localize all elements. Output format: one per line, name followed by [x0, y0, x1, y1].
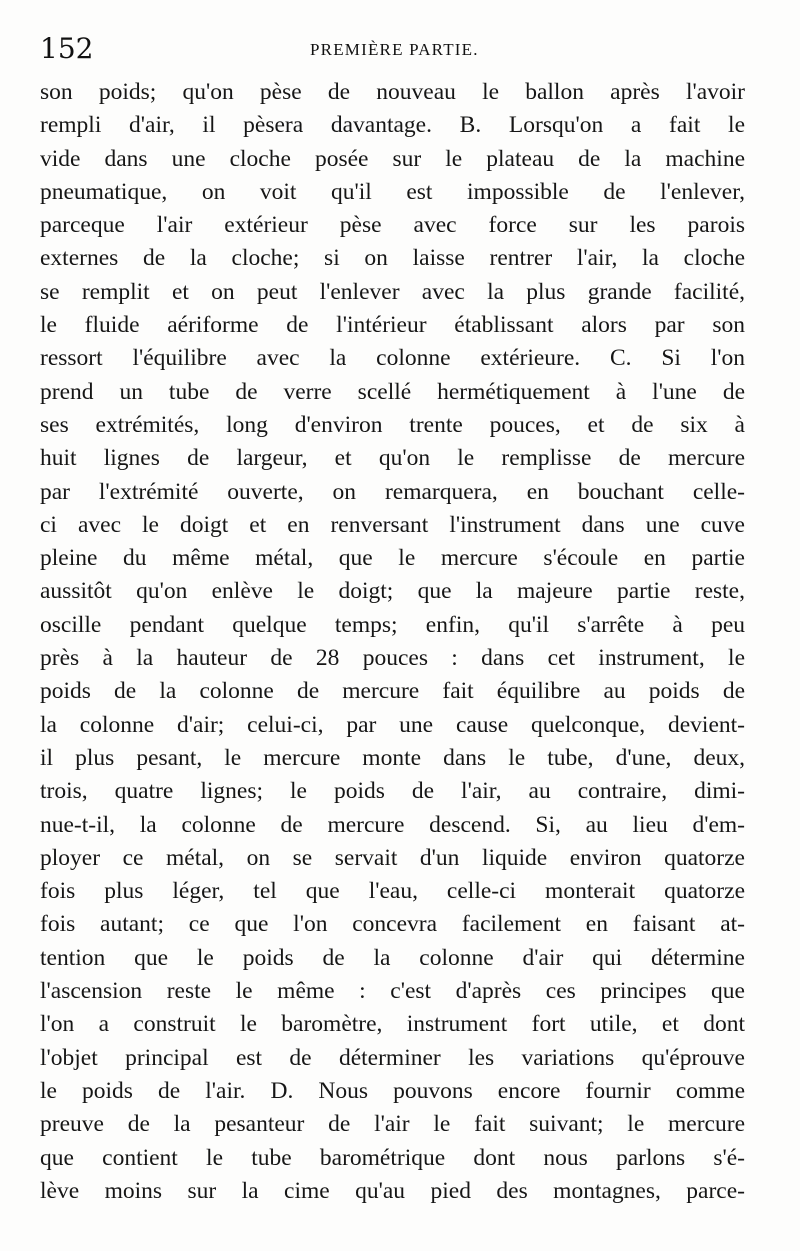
text-line: tention que le poids de la colonne d'air qui détermine: [40, 944, 745, 971]
text-line: ci avec le doigt et en renversant l'instrument dans une cuve: [40, 511, 745, 538]
text-line: la colonne d'air; celui-ci, par une cause quelconque, devient-: [40, 711, 745, 738]
text-line: aussitôt qu'on enlève le doigt; que la majeure partie reste,: [40, 578, 745, 605]
text-line: poids de la colonne de mercure fait équilibre au poids de: [40, 678, 745, 705]
text-line: fois autant; ce que l'on concevra facilement en faisant at-: [40, 911, 745, 938]
text-line: ployer ce métal, on se servait d'un liquide environ quatorze: [40, 844, 745, 871]
page-header: [40, 30, 745, 70]
body-text: [40, 76, 745, 1208]
text-line: pleine du même métal, que le mercure s'écoule en partie: [40, 545, 745, 572]
text-line: il plus pesant, le mercure monte dans le tube, d'une, deux,: [40, 744, 745, 771]
running-head: PREMIÈRE PARTIE.: [310, 40, 479, 59]
text-line: l'objet principal est de déterminer les variations qu'éprouve: [40, 1044, 745, 1071]
text-line: trois, quatre lignes; le poids de l'air, au contraire, dimi-: [40, 778, 745, 805]
text-line: prend un tube de verre scellé hermétiquement à l'une de: [40, 378, 745, 405]
text-line: ressort l'équilibre avec la colonne extérieure. C. Si l'on: [40, 345, 745, 372]
text-line: rempli d'air, il pèsera davantage. B. Lorsqu'on a fait le: [40, 112, 745, 139]
text-line: près à la hauteur de 28 pouces : dans cet instrument, le: [40, 645, 745, 672]
text-line: par l'extrémité ouverte, on remarquera, en bouchant celle-: [40, 478, 745, 505]
text-line: le poids de l'air. D. Nous pouvons encore fournir comme: [40, 1077, 745, 1104]
text-line: le fluide aériforme de l'intérieur établissant alors par son: [40, 312, 745, 339]
text-line: que contient le tube barométrique dont nous parlons s'é-: [40, 1144, 745, 1171]
text-line: lève moins sur la cime qu'au pied des montagnes, parce-: [40, 1177, 745, 1204]
page-number: 152: [40, 32, 94, 65]
text-line: vide dans une cloche posée sur le plateau de la machine: [40, 145, 745, 172]
text-line: ses extrémités, long d'environ trente pouces, et de six à: [40, 411, 745, 438]
text-line: externes de la cloche; si on laisse rentrer l'air, la cloche: [40, 245, 745, 272]
text-line: l'on a construit le baromètre, instrument fort utile, et dont: [40, 1011, 745, 1038]
text-line: oscille pendant quelque temps; enfin, qu'il s'arrête à peu: [40, 611, 745, 638]
text-line: fois plus léger, tel que l'eau, celle-ci monterait quatorze: [40, 878, 745, 905]
text-line: se remplit et on peut l'enlever avec la plus grande facilité,: [40, 278, 745, 305]
text-line: huit lignes de largeur, et qu'on le remplisse de mercure: [40, 445, 745, 472]
text-line: parceque l'air extérieur pèse avec force sur les parois: [40, 212, 745, 239]
text-line: l'ascension reste le même : c'est d'après ces principes que: [40, 978, 745, 1005]
text-line: pneumatique, on voit qu'il est impossible de l'enlever,: [40, 178, 745, 205]
text-line: nue-t-il, la colonne de mercure descend. Si, au lieu d'em-: [40, 811, 745, 838]
text-line: son poids; qu'on pèse de nouveau le ballon après l'avoir: [40, 79, 745, 105]
text-line: preuve de la pesanteur de l'air le fait suivant; le mercure: [40, 1111, 745, 1138]
